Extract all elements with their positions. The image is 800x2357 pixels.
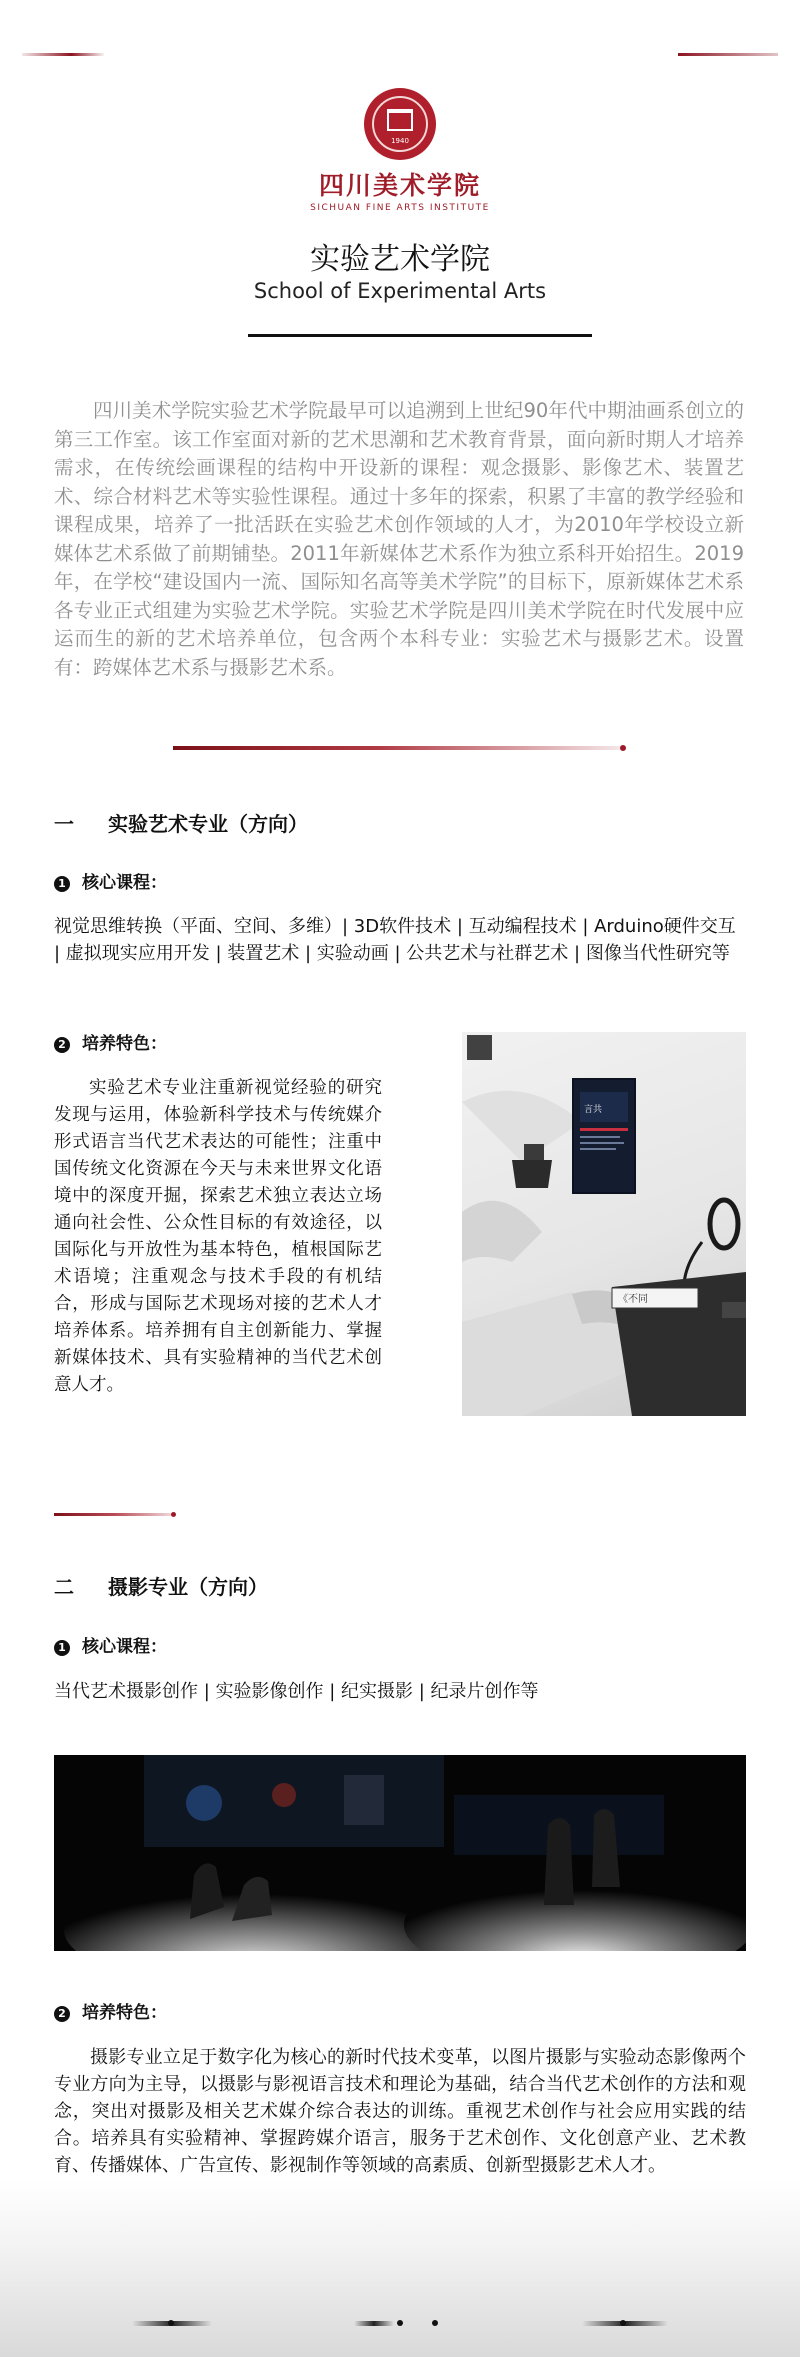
performance-stage-photo (54, 1755, 746, 1951)
section-1-features-text: 实验艺术专业注重新视觉经验的研究发现与运用，体验新科学技术与传统媒介形式语言当代艺术表达的可能性；注重中国传统文化资源在今天与未来世界文化语境中的深度开掘，探索艺术独立表达立场通向社会性、公众性目标的有效途径，以国际化与开放性为基本特色，植根国际艺术语境；注重观念与技术手段的有机结合，形成与国际艺术现场对接的艺术人才培养体系。培养拥有自主创新能力、掌握新媒体技术、具有实验精神的当代艺术创意人才。 (54, 1078, 382, 1395)
top-right-accent-line (678, 53, 778, 56)
footer-dot-right (620, 2320, 626, 2326)
screen-caption: 言共 (584, 1105, 603, 1115)
section-2-courses-heading (54, 1632, 167, 1657)
section-1-courses-heading (54, 868, 167, 893)
footer-dot-center (397, 2320, 403, 2326)
number-two-bullet-icon: 2 (54, 2006, 70, 2022)
section-1-title: 实验艺术专业（方向） (108, 812, 308, 836)
footer-dot-left (168, 2320, 174, 2326)
intro-paragraph: 四川美术学院实验艺术学院最早可以追溯到上世纪90年代中期油画系创立的第三工作室。该工作室面对新的艺术思潮和艺术教育背景，面向新时期人才培养需求，在传统绘画课程的结构中开设新的课程：观念摄影、影像艺术、装置艺术、综合材料艺术等实验性课程。通过十多年的探索，积累了丰富的教学经验和课程成果，培养了一批活跃在实验艺术创作领域的人才，为2010年学校设立新媒体艺术系做了前期铺垫。2011年新媒体艺术系作为独立系科开始招生。2019年，在学校“建设国内一流、国际知名高等美术学院”的目标下，原新媒体艺术系各专业正式组建为实验艺术学院。实验艺术学院是四川美术学院在时代发展中应运而生的新的艺术培养单位，包含两个本科专业：实验艺术与摄影艺术。设置有：跨媒体艺术系与摄影艺术系。 (54, 399, 744, 679)
gradient-divider (173, 746, 626, 750)
seal-year: 1940 (391, 137, 409, 145)
artwork-label: 《不同 (618, 1294, 648, 1305)
performance-scene-illustration (54, 1755, 746, 1951)
section-1-courses-label: 核心课程： (82, 873, 167, 893)
section-1-courses-text: 视觉思维转换（平面、空间、多维）| 3D软件技术 | 互动编程技术 | Arduino硬件交互 | 虚拟现实应用开发 | 装置艺术 | 实验动画 | 公共艺术与社群艺术 | 图像当代性研究等 (54, 916, 736, 964)
number-one-bullet-icon: 1 (54, 876, 70, 892)
logo-english-name: SICHUAN FINE ARTS INSTITUTE (310, 203, 490, 213)
section-1-heading (54, 808, 308, 837)
number-two-bullet-icon: 2 (54, 1037, 70, 1053)
section-divider-dot (171, 1512, 176, 1517)
institute-logo (0, 88, 800, 213)
number-one-bullet-icon: 1 (54, 1640, 70, 1656)
section-2-courses-label: 核心课程： (82, 1637, 167, 1657)
institute-seal-icon (364, 88, 436, 160)
section-2-title: 摄影专业（方向） (108, 1575, 268, 1599)
installation-scene-illustration (462, 1032, 746, 1416)
section-divider-bar (54, 1513, 174, 1516)
section-1-features-label: 培养特色： (82, 1034, 167, 1054)
section-2-features-label: 培养特色： (82, 2003, 167, 2023)
exhibition-installation-photo (462, 1032, 746, 1416)
footer-dash-center (354, 2321, 394, 2326)
page-subtitle: School of Experimental Arts (253, 279, 547, 303)
section-2-features-heading (54, 1998, 167, 2023)
footer-gradient (0, 2180, 800, 2357)
section-2-courses-text: 当代艺术摄影创作 | 实验影像创作 | 纪实摄影 | 纪录片创作等 (54, 1681, 539, 1702)
section-1-features-heading (54, 1029, 167, 1054)
page-title: 实验艺术学院 (310, 242, 490, 277)
section-2-number: 二 (54, 1575, 74, 1599)
gradient-divider-dot (620, 745, 626, 751)
section-2-heading (54, 1571, 268, 1600)
logo-calligraphy-name: 四川美术学院 (318, 171, 481, 200)
section-1-number: 一 (54, 812, 74, 836)
top-left-accent-line (22, 53, 104, 56)
footer-dot-center-2 (432, 2320, 438, 2326)
title-divider (248, 334, 592, 337)
section-2-features-text: 摄影专业立足于数字化为核心的新时代技术变革，以图片摄影与实验动态影像两个专业方向为主导，以摄影与影视语言技术和理论为基础，结合当代艺术创作的方法和观念，突出对摄影及相关艺术媒介综合表达的训练。重视艺术创作与社会应用实践的结合。培养具有实验精神、掌握跨媒介语言，服务于艺术创作、文化创意产业、艺术教育、传播媒体、广告宣传、影视制作等领域的高素质、创新型摄影艺术人才。 (54, 2047, 746, 2176)
